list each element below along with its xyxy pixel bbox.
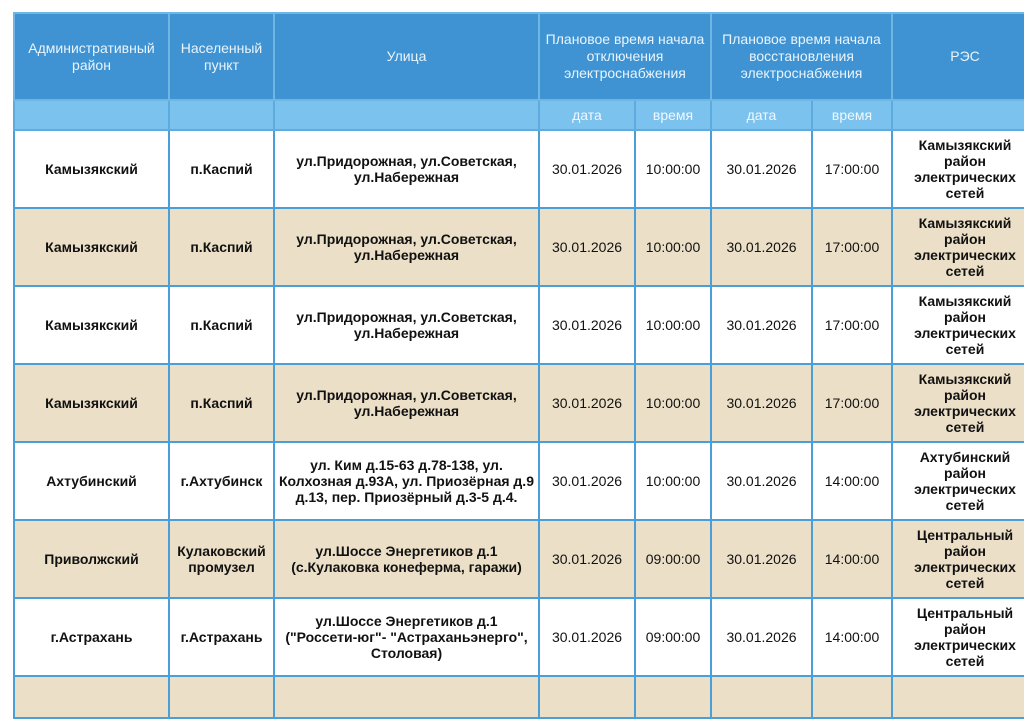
- subheader-off-time: время: [635, 100, 711, 130]
- cell-on-time: 17:00:00: [812, 286, 892, 364]
- cell-district: Камызякский: [14, 364, 169, 442]
- cell-locality: п.Каспий: [169, 130, 274, 208]
- cell-on-date: [711, 676, 812, 718]
- cell-district: Ахтубинский: [14, 442, 169, 520]
- cell-off-date: 30.01.2026: [539, 208, 635, 286]
- cell-district: [14, 676, 169, 718]
- cell-res: Камызякский район электрических сетей: [892, 286, 1024, 364]
- table-row: [14, 598, 1024, 676]
- cell-street: [274, 676, 539, 718]
- cell-on-date: 30.01.2026: [711, 598, 812, 676]
- cell-on-time: 17:00:00: [812, 208, 892, 286]
- header-street: Улица: [274, 13, 539, 100]
- subheader-empty: [274, 100, 539, 130]
- subheader-on-time: время: [812, 100, 892, 130]
- cell-off-date: 30.01.2026: [539, 598, 635, 676]
- cell-street: ул.Придорожная, ул.Советская, ул.Набережная: [274, 208, 539, 286]
- cell-off-date: 30.01.2026: [539, 442, 635, 520]
- cell-district: г.Астрахань: [14, 598, 169, 676]
- subheader-empty: [892, 100, 1024, 130]
- subheader-empty: [14, 100, 169, 130]
- cell-locality: г.Ахтубинск: [169, 442, 274, 520]
- cell-off-time: 10:00:00: [635, 130, 711, 208]
- cell-off-time: 10:00:00: [635, 442, 711, 520]
- cell-district: Приволжский: [14, 520, 169, 598]
- cell-locality: п.Каспий: [169, 286, 274, 364]
- cell-locality: п.Каспий: [169, 208, 274, 286]
- cell-off-time: 10:00:00: [635, 208, 711, 286]
- cell-on-date: 30.01.2026: [711, 442, 812, 520]
- header-row: [14, 13, 1024, 100]
- cell-res: Центральный район электрических сетей: [892, 520, 1024, 598]
- table-row: [14, 520, 1024, 598]
- cell-district: Камызякский: [14, 286, 169, 364]
- header-restore-start: Плановое время начала восстановления электроснабжения: [711, 13, 892, 100]
- cell-off-date: 30.01.2026: [539, 286, 635, 364]
- cell-off-time: 09:00:00: [635, 520, 711, 598]
- cell-district: Камызякский: [14, 130, 169, 208]
- cell-res: Ахтубинский район электрических сетей: [892, 442, 1024, 520]
- cell-on-date: 30.01.2026: [711, 130, 812, 208]
- header-district: Административный район: [14, 13, 169, 100]
- subheader-on-date: дата: [711, 100, 812, 130]
- cell-res: Камызякский район электрических сетей: [892, 364, 1024, 442]
- table-row: [14, 286, 1024, 364]
- header-outage-start: Плановое время начала отключения электроснабжения: [539, 13, 711, 100]
- subheader-off-date: дата: [539, 100, 635, 130]
- cell-street: ул.Придорожная, ул.Советская, ул.Набережная: [274, 286, 539, 364]
- cell-res: Камызякский район электрических сетей: [892, 130, 1024, 208]
- cell-locality: Кулаковский промузел: [169, 520, 274, 598]
- cell-off-time: [635, 676, 711, 718]
- subheader-row: [14, 100, 1024, 130]
- cell-locality: п.Каспий: [169, 364, 274, 442]
- cell-off-date: 30.01.2026: [539, 364, 635, 442]
- cell-street: ул. Ким д.15-63 д.78-138, ул. Колхозная д.93А, ул. Приозёрная д.9 д.13, пер. Приозёрный д.3-5 д.4.: [274, 442, 539, 520]
- cell-res: Камызякский район электрических сетей: [892, 208, 1024, 286]
- cell-on-date: 30.01.2026: [711, 520, 812, 598]
- cell-on-date: 30.01.2026: [711, 208, 812, 286]
- cell-on-date: 30.01.2026: [711, 364, 812, 442]
- header-locality: Населенный пункт: [169, 13, 274, 100]
- cell-off-time: 10:00:00: [635, 286, 711, 364]
- table-header: [14, 13, 1024, 130]
- cell-off-time: 09:00:00: [635, 598, 711, 676]
- header-res: РЭС: [892, 13, 1024, 100]
- cell-locality: г.Астрахань: [169, 598, 274, 676]
- table-row: [14, 208, 1024, 286]
- cell-res: [892, 676, 1024, 718]
- cell-on-time: [812, 676, 892, 718]
- cell-street: ул.Придорожная, ул.Советская, ул.Набережная: [274, 130, 539, 208]
- cell-on-time: 17:00:00: [812, 364, 892, 442]
- table-row: [14, 364, 1024, 442]
- table-body: [14, 130, 1024, 718]
- cell-on-time: 14:00:00: [812, 442, 892, 520]
- outage-table-container: [13, 12, 1024, 719]
- cell-res: Центральный район электрических сетей: [892, 598, 1024, 676]
- table-row: [14, 130, 1024, 208]
- outage-schedule-table: [13, 12, 1024, 719]
- cell-locality: [169, 676, 274, 718]
- cell-street: ул.Шоссе Энергетиков д.1 (с.Кулаковка конеферма, гаражи): [274, 520, 539, 598]
- cell-off-date: 30.01.2026: [539, 130, 635, 208]
- cell-off-time: 10:00:00: [635, 364, 711, 442]
- cell-street: ул.Шоссе Энергетиков д.1 ("Россети-юг"- "Астраханьэнерго", Столовая): [274, 598, 539, 676]
- cell-off-date: [539, 676, 635, 718]
- cell-on-date: 30.01.2026: [711, 286, 812, 364]
- table-row: [14, 442, 1024, 520]
- subheader-empty: [169, 100, 274, 130]
- cell-on-time: 14:00:00: [812, 598, 892, 676]
- cell-on-time: 14:00:00: [812, 520, 892, 598]
- table-row: [14, 676, 1024, 718]
- cell-off-date: 30.01.2026: [539, 520, 635, 598]
- cell-on-time: 17:00:00: [812, 130, 892, 208]
- cell-district: Камызякский: [14, 208, 169, 286]
- cell-street: ул.Придорожная, ул.Советская, ул.Набережная: [274, 364, 539, 442]
